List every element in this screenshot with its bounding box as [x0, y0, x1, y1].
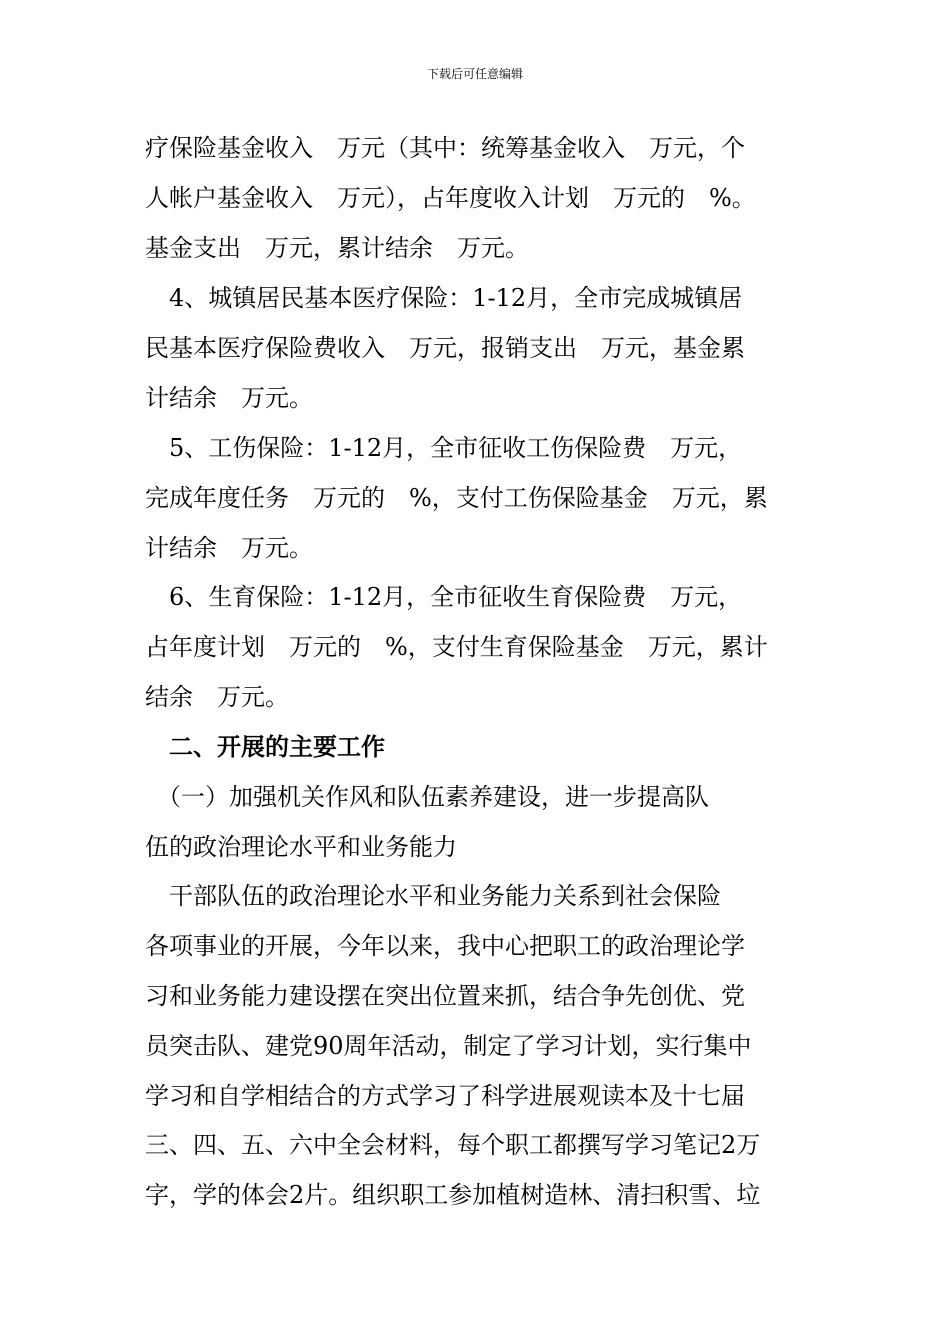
body-line: 计结余 万元。	[145, 534, 313, 562]
body-line: 计结余 万元。	[145, 384, 313, 412]
body-line: 各项事业的开展，今年以来，我中心把职工的政治理论学	[145, 932, 745, 960]
body-line: 4、城镇居民基本医疗保险：1-12月，全市完成城镇居	[145, 284, 743, 312]
body-line: 6、生育保险：1-12月，全市征收生育保险费 万元，	[145, 583, 743, 611]
body-line: 结余 万元。	[145, 683, 289, 711]
body-line: 5、工伤保险：1-12月，全市征收工伤保险费 万元，	[145, 434, 743, 462]
section-heading: 二、开展的主要工作	[145, 733, 385, 761]
subsection-heading: （一）加强机关作风和队伍素养建设，进一步提高队	[145, 783, 709, 811]
body-line: 干部队伍的政治理论水平和业务能力关系到社会保险	[145, 882, 721, 910]
page-header: 下载后可任意编辑	[426, 67, 523, 81]
body-line: 员突击队、建党90周年活动，制定了学习计划，实行集中	[145, 1032, 752, 1060]
body-line: 三、四、五、六中全会材料，每个职工都撰写学习笔记2万	[145, 1131, 761, 1159]
body-line: 人帐户基金收入 万元），占年度收入计划 万元的 %。	[145, 184, 756, 212]
body-line: 民基本医疗保险费收入 万元，报销支出 万元，基金累	[145, 334, 745, 362]
body-line: 字，学的体会2片。组织职工参加植树造林、清扫积雪、垃	[145, 1181, 761, 1209]
subsection-heading: 伍的政治理论水平和业务能力	[145, 833, 457, 861]
body-line: 完成年度任务 万元的 %，支付工伤保险基金 万元，累	[145, 484, 768, 512]
body-line: 基金支出 万元，累计结余 万元。	[145, 234, 529, 262]
body-line: 疗保险基金收入 万元（其中：统筹基金收入 万元，个	[145, 134, 745, 162]
body-line: 习和业务能力建设摆在突出位置来抓，结合争先创优、党	[145, 982, 745, 1010]
body-line: 占年度计划 万元的 %，支付生育保险基金 万元，累计	[145, 633, 768, 661]
body-line: 学习和自学相结合的方式学习了科学进展观读本及十七届	[145, 1082, 745, 1110]
